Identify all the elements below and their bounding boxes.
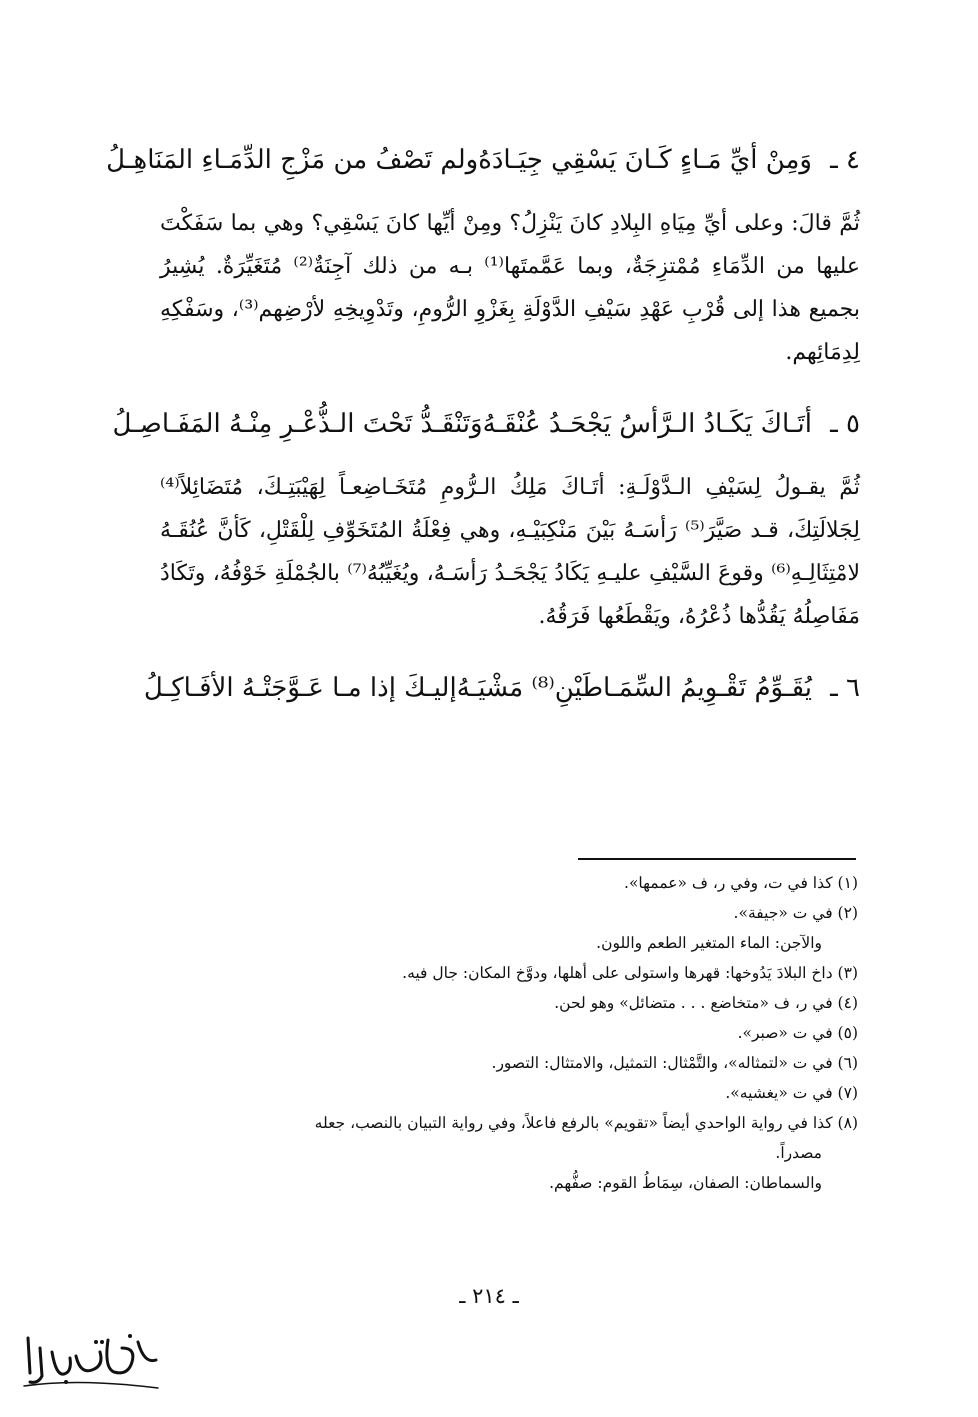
verse-first-hemistich: وَمِنْ أيِّ مَـاءٍ كَـانَ يَسْقِي جِيَـادَهُ	[478, 145, 812, 175]
commentary-paragraph-1: ثُمَّ قالَ: وعلى أيِّ مِيَاهِ البِلادِ كانَ يَنْزِلُ؟ ومِنْ أيِّها كانَ يَسْقِي؟ وهي بما سَفَكْتَ عليها من الدِّمَاءِ مُمْتزِجَةٌ، وبما عَمَّمتَها⁽¹⁾ بـه من ذلك آجِنَةٌ⁽²⁾ مُتَغَيِّرَةٌ. يُشِيرُ بجميع هذا إلى قُرْبِ عَهْدِ سَيْفِ الدَّوْلَةِ بِغَزْوِ الرُّومِ، وتَدْوِيخِهِ لأرْضِهم⁽³⁾، وسَفْكِهِ لِدِمَائِهم.	[160, 211, 860, 365]
footnote-7: (٧) في ت «يغشيه».	[725, 1084, 858, 1102]
verse-second-hemistich: ولم تَصْفُ من مَزْجِ الدِّمَـاءِ المَنَاهِـلُ	[106, 145, 479, 175]
verse-second-hemistich: وَتَنْقَـدُّ تَحْتَ الـذُّعْـرِ مِنْـهُ المَفَـاصِـلُ	[112, 409, 483, 439]
footnote-1: (١) كذا في ت، وفي ر، ف «عممها».	[624, 874, 858, 892]
footnote-8: (٨) كذا في رواية الواحدي أيضاً «تقويم» بالرفع فاعلاً، وفي رواية التبيان بالنصب، جعله	[314, 1114, 858, 1132]
verse-number: ٥ ـ	[830, 409, 860, 439]
verse-6	[143, 668, 860, 708]
footnote-3: (٣) داخ البلادَ يَدُوخها: قهرها واستولى على أهلها، ودوَّخ المكان: جال فيه.	[402, 964, 858, 982]
verse-number: ٦ ـ	[830, 673, 860, 703]
page-number: ـ ٢١٤ ـ	[459, 1284, 519, 1308]
verse-5	[112, 404, 860, 444]
footnotes	[165, 868, 858, 1198]
footnote-divider	[578, 858, 856, 860]
footnote-8-wrap: مصدراً.	[775, 1144, 822, 1162]
commentary-paragraph-2: ثُمَّ يقـولُ لِسَيْفِ الـدَّوْلَـةِ: أتَـاكَ مَلِكُ الـرُّومِ مُتَخَـاضِعـاً لِهَيْبَتِـكَ، مُتَضَائِلاً⁽⁴⁾ لِجَلالَتِكَ، قـد صَيَّرَ⁽⁵⁾ رَأسَـهُ بَيْنَ مَنْكِبَيْـهِ، وهي فِعْلَةُ المُتَخَوِّفِ لِلْقَتْلِ، كَأنَّ عُنُقَـهُ لامْتِثَالِـهِ⁽⁶⁾ وقوعَ السَّيْفِ عليـهِ يَكَادُ يَجْحَـدُ رَأسَـهُ، ويُغَيِّبُهُ⁽⁷⁾ بالجُمْلَةِ خَوْفُهُ، وتَكَادُ مَفَاصِلُهُ يَقُدُّها ذُعْرُهُ، ويَقْطَعُها فَرَقُهُ.	[160, 475, 861, 629]
footnote-2: (٢) في ت «جيفة».	[733, 904, 858, 922]
verse-first-hemistich: أتَـاكَ يَكَـادُ الـرَّأسُ يَجْحَـدُ عُنْقَـهُ	[482, 409, 812, 439]
footnote-4: (٤) في ر، ف «متخاضع . . . متضائل» وهو لحن.	[554, 994, 858, 1012]
verse-first-hemistich: يُقَـوِّمُ تَقْـوِيمُ السِّمَـاطَيْنِ⁽⁸⁾ مَشْيَـهُ	[456, 673, 812, 703]
footnote-5: (٥) في ت «صبر».	[737, 1024, 858, 1042]
footnote-6: (٦) في ت «لتمثاله»، والتَّمْثال: التمثيل، والامتثال: التصور.	[491, 1054, 858, 1072]
footnote-8-continuation: والسماطان: الصفان، سِمَاطُ القوم: صفُّهم.	[549, 1174, 822, 1192]
verse-4	[106, 140, 860, 180]
calligraphy-logo-icon	[18, 1318, 168, 1408]
verse-second-hemistich: إليـكَ إذا مـا عَـوَّجَتْـهُ الأفَـاكِـلُ	[143, 673, 457, 703]
page-body	[106, 140, 861, 708]
footnote-2-continuation: والآجن: الماء المتغير الطعم واللون.	[596, 934, 822, 952]
verse-number: ٤ ـ	[830, 145, 860, 175]
